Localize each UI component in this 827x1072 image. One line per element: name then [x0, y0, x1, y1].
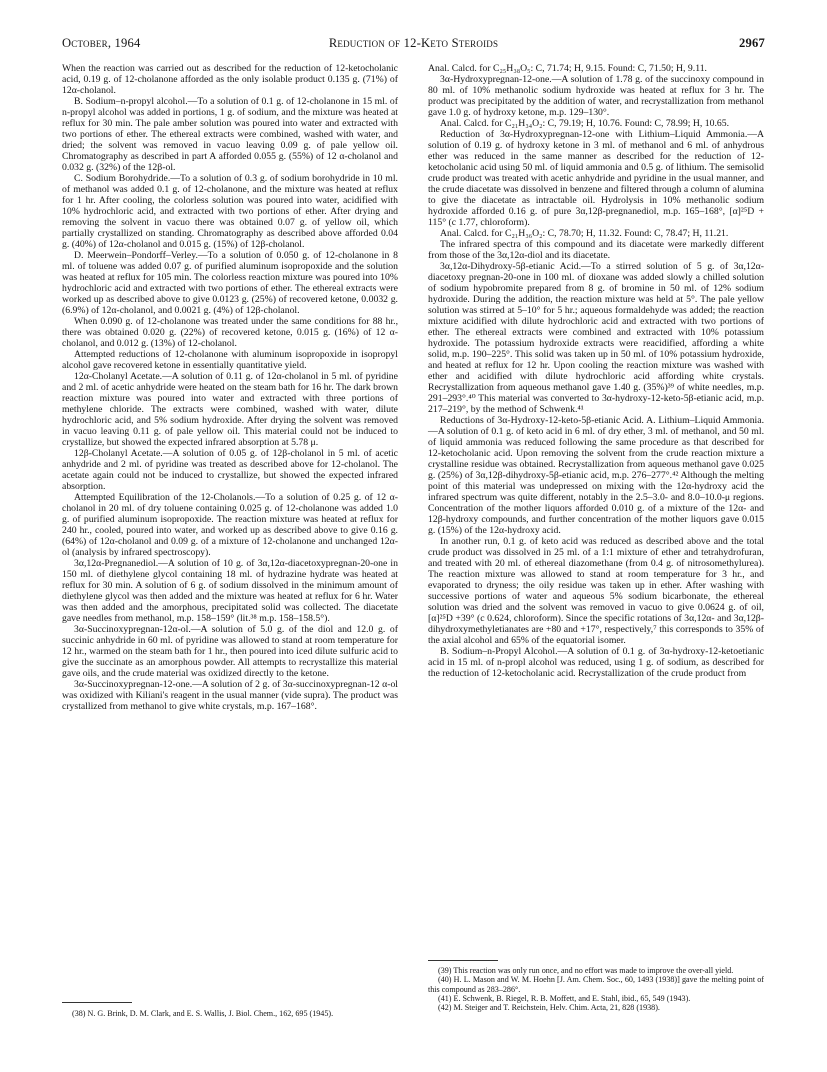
footnote: (38) N. G. Brink, D. M. Clark, and E. S. Wallis, J. Biol. Chem., 162, 695 (1945).	[72, 1009, 334, 1018]
paragraph: Anal. Calcd. for C₂₅H₃₈O₅: C, 71.74; H, 9.15. Found: C, 71.50; H, 9.11.	[428, 63, 707, 74]
paragraph: Attempted reductions of 12-cholanone with aluminum isopropoxide in isopropyl alcohol gave recovered ketone in essentially quantitative yield.	[62, 349, 398, 371]
paragraph: B. Sodium–n-Propyl Alcohol.—A solution of 0.1 g. of 3α-hydroxy-12-ketoetianic acid in 15 ml. of n-propl alcohol was reduced, using 1 g. of sodium, as described for the reduction of 12-ketocholanic acid. Recrystallization of the crude product from	[428, 646, 764, 679]
paragraph: 3α,12α-Dihydroxy-5β-etianic Acid.—To a stirred solution of 5 g. of 3α,12α-diacetoxy pregnan-20-one in 100 ml. of dioxane was added slowly a chilled solution of sodium hypobromite prepared from 8 g. of bromine in 50 ml. of 12% sodium hydroxide. During the addition, the reaction mixture was held at 5°. The pale yellow solution was stirred at 5–10° for 5 hr.; aqueous formaldehyde was added; the reaction mixture acidified with dilute hydrochloric acid and extracted with two portions of ether. The ethereal extracts were combined and extracted with 10% potassium hydroxide. The potassium hydroxide extracts were reacidified, affording a white solid, m.p. 190–225°. This solid was taken up in 50 ml. of 10% potassium hydroxide, and heated at reflux for 12 hr. Upon cooling the reaction mixture was washed with ether and acidified with dilute hydrochloric acid affording white crystals. Recrystallization from aqueous methanol gave 1.40 g. (35%)³⁹ of white needles, m.p. 291–293°.⁴⁰ This material was converted to 3α-hydroxy-12-keto-5β-etianic acid, m.p. 217–219°, by the method of Schwenk.⁴¹	[428, 261, 764, 415]
paragraph: Anal. Calcd. for C₂₁H₃₆O₂: C, 78.70; H, 11.32. Found: C, 78.47; H, 11.21.	[440, 228, 729, 239]
paragraph: D. Meerwein–Pondorff–Verley.—To a solution of 0.050 g. of 12-cholanone in 8 ml. of toluene was added 0.07 g. of purified aluminum isopropoxide and the solution was heated at reflux for 105 min. The colorless reaction mixture was poured into 10% hydrochloric acid and extracted with two portions of ether. The ethereal extracts were worked up as described above to give 0.0123 g. (25%) of recovered ketone, 0.0032 g. (6.9%) of 12α-cholanol, and 0.0021 g. (4%) of 12β-cholanol.	[62, 250, 398, 316]
paragraph: 3α-Succinoxypregnan-12α-ol.—A solution of 5.0 g. of the diol and 12.0 g. of succinic anhydride in 60 ml. of pyridine was allowed to stand at room temperature for 12 hr., warmed on the steam bath for 1 hr., then poured into iced dilute sulfuric acid to give the succinate as an amorphous powder. All attempts to recrystallize this material gave oils, and the crude material was oxidized directly to the ketone.	[62, 624, 398, 679]
page-number: 2967	[739, 36, 765, 50]
right-footnotes	[428, 966, 764, 1012]
left-footnotes	[62, 1009, 398, 1018]
paragraph: C. Sodium Borohydride.—To a solution of 0.3 g. of sodium borohydride in 10 ml. of methanol was added 0.1 g. of 12-cholanone, and the mixture was heated at reflux for 1 hr. After cooling, the colorless solution was poured into water, acidified with 10% hydrochloric acid, and extracted with two portions of ether. After drying and removing the solvent in vacuo there was obtained 0.07 g. of yellow oil, which partially crystallized on standing. Chromatography as described above afforded 0.04 g. (40%) of 12α-cholanol and 0.015 g. (15%) of 12β-cholanol.	[62, 173, 398, 250]
running-header	[62, 36, 765, 54]
header-date: October, 1964	[62, 36, 141, 50]
paragraph: Attempted Equilibration of the 12-Cholanols.—To a solution of 0.25 g. of 12 α-cholanol in 20 ml. of dry toluene containing 0.025 g. of 12-cholanone was added 1.0 g. of purified aluminum isopropoxide. The reaction mixture was heated at reflux for 240 hr., cooled, poured into water, and worked up as described above to give 0.16 g. (64%) of 12α-cholanol and 0.09 g. of a mixture of 12-cholanone and unchanged 12α-ol (analysis by infrared spectroscopy).	[62, 492, 398, 558]
footnote-rule	[62, 1002, 132, 1003]
footnote: (40) H. L. Mason and W. M. Hoehn [J. Am. Chem. Soc., 60, 1493 (1938)] gave the melting point of this compound as 283–286°.	[428, 975, 764, 994]
footnote: (39) This reaction was only run once, and no effort was made to improve the over-all yield.	[438, 966, 734, 975]
paragraph: Reductions of 3α-Hydroxy-12-keto-5β-etianic Acid. A. Lithium–Liquid Ammonia.—A solution of 0.1 g. of keto acid in 6 ml. of dry ether, 3 ml. of methanol, and 50 ml. of liquid ammonia was reduced following the same procedure as that described for 12-ketocholanic acid. Upon removing the solvent from the crude reaction mixture a crystalline residue was obtained. Recrystallization from aqueous methanol gave 0.025 g. (25%) of 3α,12β-dihydroxy-5β-etianic acid, m.p. 276–277°.⁴² Although the melting point of this material was undepressed on mixing with the 12α-hydroxy acid the infrared spectrum was quite different, notably in the 2.5–3.0- and 8.0–10.0-μ regions. Concentration of the mother liquors afforded 0.010 g. of a mixture of the 12α- and 12β-hydroxy compounds, and further concentration of the mother liquors gave 0.015 g. (15%) of the 12α-hydroxy acid.	[428, 415, 764, 536]
paragraph: 3α,12α-Pregnanediol.—A solution of 10 g. of 3α,12α-diacetoxypregnan-20-one in 150 ml. of diethylene glycol containing 18 ml. of hydrazine hydrate was heated at reflux for 30 min. A solution of 6 g. of sodium dissolved in the minimum amount of diethylene glycol was then added and the mixture was heated at reflux for 6 hr. Water was then added and the amorphous, precipitated solid was collected. The diacetate gave needles from methanol, m.p. 158–159° (lit.³⁸ m.p. 158–158.5°).	[62, 558, 398, 624]
footnote: (42) M. Steiger and T. Reichstein, Helv. Chim. Acta, 21, 828 (1938).	[438, 1003, 660, 1013]
paragraph: The infrared spectra of this compound and its diacetate were markedly different from those of the 3α,12α-diol and its diacetate.	[428, 239, 764, 261]
footnote-rule	[428, 960, 498, 961]
paragraph: 3α-Succinoxypregnan-12-one.—A solution of 2 g. of 3α-succinoxypregnan-12 α-ol was oxidized with Kiliani's reagent in the usual manner (vide supra). The product was crystallized from methanol to give white crystals, m.p. 167–168°.	[62, 679, 398, 712]
paragraph: Reduction of 3α-Hydroxypregnan-12-one with Lithium–Liquid Ammonia.—A solution of 0.19 g. of hydroxy ketone in 3 ml. of methanol and 6 ml. of anhydrous ether was reduced in the same manner as described for the reduction of 12-ketocholanic acid using 50 ml. of liquid ammonia and 0.5 g. of lithium. The semisolid crude product was treated with acetic anhydride and pyridine in the usual manner, and the crude diacetate was dissolved in benzene and filtered through a column of alumina to give the diacetate as intractable oil. Hydrolysis in 10% methanolic sodium hydroxide afforded 0.16 g. of pure 3α,12β-pregnanediol, m.p. 165–168°, [α]²⁵D + 115° (c 1.77, chloroform).	[428, 129, 764, 228]
left-column	[62, 63, 398, 712]
paragraph: When 0.090 g. of 12-cholanone was treated under the same conditions for 88 hr., there was obtained 0.020 g. (22%) of recovered ketone, 0.015 g. (16%) of 12 α-cholanol, and 0.012 g. (13%) of 12-cholanol.	[62, 316, 398, 349]
paragraph: When the reaction was carried out as described for the reduction of 12-ketocholanic acid, 0.19 g. of 12-cholanone afforded as the only isolable product 0.135 g. (71%) of 12α-cholanol.	[62, 63, 398, 96]
paragraph: In another run, 0.1 g. of keto acid was reduced as described above and the total crude product was dissolved in 25 ml. of a 1:1 mixture of ether and tetrahydrofuran, and treated with 20 ml. of ethereal diazomethane (from 0.4 g. of nitrosomethylurea). The reaction mixture was allowed to stand at room temperature for 3 hr., and evaporated to dryness; the oily residue was taken up in ether. After washing with successive portions of water and aqueous 5% sodium bicarbonate, the ethereal solution was dried and the solvent was removed in vacuo to give 0.0624 g. of oil, [α]²⁵D +39° (c 0.624, chloroform). Since the specific rotations of 3α,12α- and 3α,12β-dihydroxymethyletianates are +80 and +17°, respectively,⁷ this corresponds to 35% of the axial alcohol and 65% of the equatorial isomer.	[428, 536, 764, 646]
paragraph: 12α-Cholanyl Acetate.—A solution of 0.11 g. of 12α-cholanol in 5 ml. of pyridine and 2 ml. of acetic anhydride were heated on the steam bath for 16 hr. The dark brown reaction mixture was poured into water and extracted with three portions of methylene chloride. The extracts were combined, washed with water, dilute hydrochloric acid, and 5% sodium hydroxide. After drying the solvent was removed in vacuo leaving 0.11 g. of pale yellow oil. This material could not be induced to crystallize, but showed the expected infrared absorption at 5.78 μ.	[62, 371, 398, 448]
paragraph: 12β-Cholanyl Acetate.—A solution of 0.05 g. of 12β-cholanol in 5 ml. of acetic anhydride and 2 ml. of pyridine was treated as described above for 12-cholanol. The acetate again could not be induced to crystallize, but showed the expected infrared absorption.	[62, 448, 398, 492]
header-title: Reduction of 12-Keto Steroids	[328, 36, 499, 50]
paragraph: 3α-Hydroxypregnan-12-one.—A solution of 1.78 g. of the succinoxy compound in 80 ml. of 10% methanolic sodium hydroxide was heated at reflux for 3 hr. The product was precipitated by the addition of water, and recrystallization from methanol gave 1.0 g. of hydroxy ketone, m.p. 129–130°.	[428, 74, 764, 118]
right-column	[428, 63, 764, 679]
footnote: (41) E. Schwenk, B. Riegel, R. B. Moffett, and E. Stahl, ibid., 65, 549 (1943).	[438, 993, 691, 1003]
paragraph: Anal. Calcd. for C₂₁H₃₄O₂: C, 79.19; H, 10.76. Found: C, 78.99; H, 10.65.	[440, 118, 730, 129]
paragraph: B. Sodium–n-propyl alcohol.—To a solution of 0.1 g. of 12-cholanone in 15 ml. of n-propyl alcohol was added in portions, 1 g. of sodium, and the mixture was heated at reflux for 30 min. The pale amber solution was poured into water and extracted with two portions of ether. The ethereal extracts were combined, washed with water, and dried; the solvent was removed in vacuo leaving 0.09 g. of pale yellow oil. Chromatography as described in part A afforded 0.055 g. (55%) of 12 α-cholanol and 0.032 g. (32%) of the 12β-ol.	[62, 96, 398, 173]
